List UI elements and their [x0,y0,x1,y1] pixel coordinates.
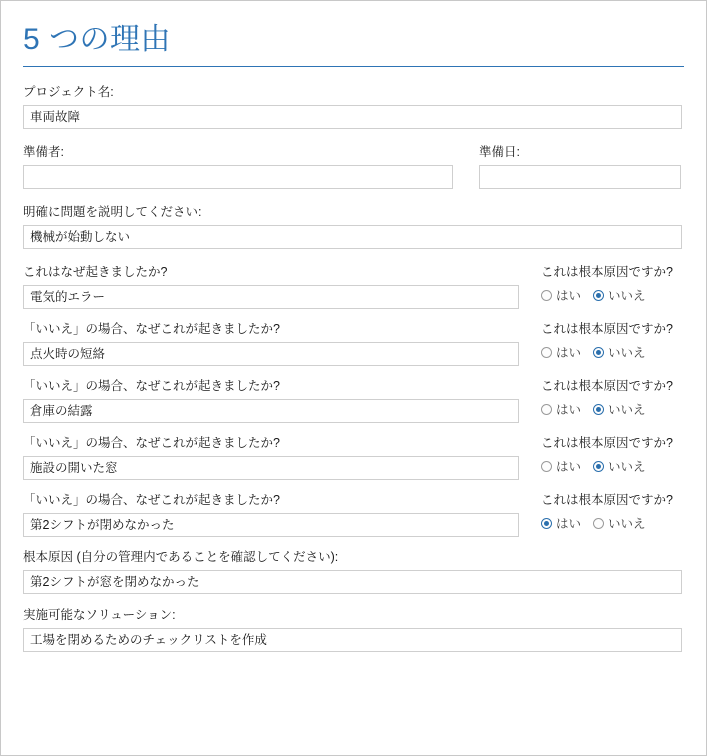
why-label-4: 「いいえ」の場合、なぜこれが起きましたか? [23,436,280,450]
root-cause-yes-option-2[interactable] [541,343,581,361]
root-cause-radio-group-3 [541,400,683,418]
why-field-5 [23,493,523,537]
why-input-4[interactable]: 施設の開いた窓 [23,456,519,480]
prepared-by-field [23,145,453,189]
why-block-5 [23,493,684,537]
root-cause-radio-group-4 [541,457,683,475]
radio-yes-icon-4[interactable] [541,461,552,472]
root-cause-question-label-4: これは根本原因ですか? [541,436,673,450]
radio-no-icon-4[interactable] [593,461,604,472]
radio-yes-label-3: はい [556,403,582,417]
problem-statement-input[interactable]: 機械が始動しない [23,225,682,249]
root-cause-yes-option-1[interactable] [541,286,581,304]
root-cause-yes-option-4[interactable] [541,457,581,475]
radio-no-label-4: いいえ [608,460,646,474]
why-block-1 [23,265,684,309]
radio-no-icon-5[interactable] [593,518,604,529]
radio-no-icon-2[interactable] [593,347,604,358]
solution-field [23,608,684,652]
root-cause-input[interactable]: 第2シフトが窓を閉めなかった [23,570,682,594]
root-cause-question-label-5: これは根本原因ですか? [541,493,673,507]
radio-no-label-2: いいえ [608,346,646,360]
root-cause-question-2 [523,322,683,361]
root-cause-no-option-5[interactable] [593,514,646,532]
root-cause-no-option-2[interactable] [593,343,646,361]
root-cause-field [23,550,684,594]
root-cause-yes-option-5[interactable] [541,514,581,532]
radio-yes-icon-1[interactable] [541,290,552,301]
radio-yes-label-2: はい [556,346,582,360]
why-block-2 [23,322,684,366]
why-label-3: 「いいえ」の場合、なぜこれが起きましたか? [23,379,280,393]
why-field-3 [23,379,523,423]
why-block-3 [23,379,684,423]
root-cause-no-option-1[interactable] [593,286,646,304]
document-body [1,1,706,652]
root-cause-question-label-3: これは根本原因ですか? [541,379,673,393]
prepared-by-input[interactable] [23,165,453,189]
why-input-3[interactable]: 倉庫の結露 [23,399,519,423]
root-cause-question-1 [523,265,683,304]
root-cause-label: 根本原因 (自分の管理内であることを確認してください): [23,550,339,564]
radio-no-label-3: いいえ [608,403,646,417]
radio-yes-label-1: はい [556,289,582,303]
radio-yes-label-5: はい [556,517,582,531]
why-label-2: 「いいえ」の場合、なぜこれが起きましたか? [23,322,280,336]
root-cause-yes-option-3[interactable] [541,400,581,418]
solution-input[interactable]: 工場を閉めるためのチェックリストを作成 [23,628,682,652]
root-cause-question-5 [523,493,683,532]
problem-statement-label: 明確に問題を説明してください: [23,205,202,219]
root-cause-radio-group-5 [541,514,683,532]
radio-no-icon-3[interactable] [593,404,604,415]
radio-no-label-5: いいえ [608,517,646,531]
root-cause-question-4 [523,436,683,475]
prepared-date-label: 準備日: [479,145,520,159]
root-cause-radio-group-2 [541,343,683,361]
why-label-1: これはなぜ起きましたか? [23,265,168,279]
root-cause-no-option-3[interactable] [593,400,646,418]
why-field-2 [23,322,523,366]
radio-no-icon-1[interactable] [593,290,604,301]
radio-yes-icon-3[interactable] [541,404,552,415]
radio-yes-label-4: はい [556,460,582,474]
why-input-5[interactable]: 第2シフトが閉めなかった [23,513,519,537]
solution-label: 実施可能なソリューション: [23,608,176,622]
title-divider [23,66,684,67]
prepared-by-label: 準備者: [23,145,64,159]
why-block-4 [23,436,684,480]
why-field-4 [23,436,523,480]
prepared-date-field [479,145,681,189]
prepared-date-input[interactable] [479,165,681,189]
radio-yes-icon-5[interactable] [541,518,552,529]
why-input-2[interactable]: 点火時の短絡 [23,342,519,366]
why-input-1[interactable]: 電気的エラー [23,285,519,309]
why-label-5: 「いいえ」の場合、なぜこれが起きましたか? [23,493,280,507]
root-cause-no-option-4[interactable] [593,457,646,475]
root-cause-question-3 [523,379,683,418]
project-name-field [23,85,684,129]
why-field-1 [23,265,523,309]
radio-no-label-1: いいえ [608,289,646,303]
root-cause-radio-group-1 [541,286,683,304]
root-cause-question-label-1: これは根本原因ですか? [541,265,673,279]
root-cause-question-label-2: これは根本原因ですか? [541,322,673,336]
project-name-input[interactable]: 車両故障 [23,105,682,129]
page-title: 5 つの理由 [23,23,172,56]
radio-yes-icon-2[interactable] [541,347,552,358]
prepared-row [23,145,684,189]
project-name-label: プロジェクト名: [23,85,114,99]
problem-statement-field [23,205,684,249]
